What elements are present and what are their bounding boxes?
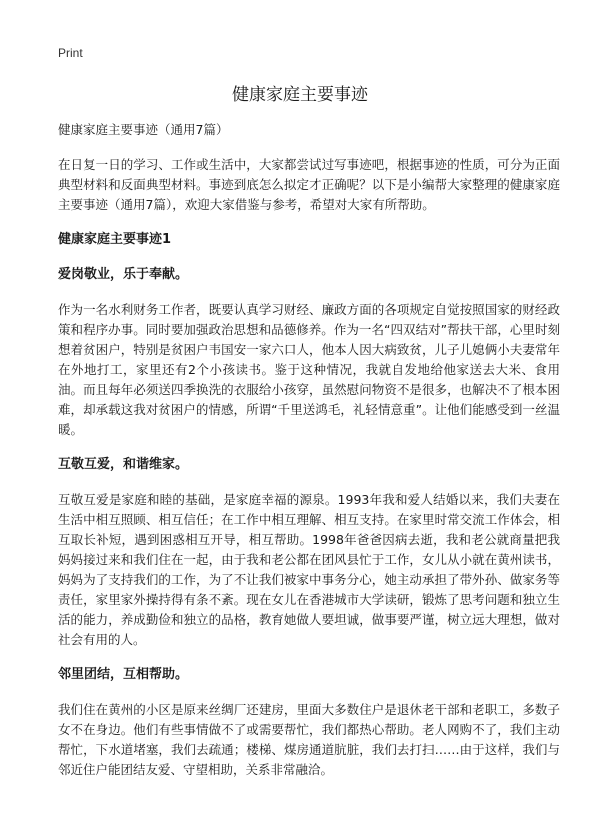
block-text-neighbors: 我们住在黄州的小区是原来丝绸厂还建房，里面大多数住户是退休老干部和老职工，多数子女不在身边。他们有些事情做不了或需要帮忙，我们都热心帮助。老人网购不了，我们主动帮忙，下水道堵塞，我们去疏通；楼梯、煤房通道肮脏，我们去打扫……由于这样，我们与邻近住户能团结友爱、守望相助，关系非常融洽。 xyxy=(58,702,560,777)
article-subtitle: 健康家庭主要事迹（通用7篇） xyxy=(58,122,229,137)
block-heading-dedication: 爱岗敬业，乐于奉献。 xyxy=(58,267,189,282)
block-heading-harmony: 互敬互爱，和谐维家。 xyxy=(58,457,189,472)
intro-paragraph: 在日复一日的学习、工作或生活中，大家都尝试过写事迹吧，根据事迹的性质，可分为正面典型材料和反面典型材料。事迹到底怎么拟定才正确呢？以下是小编帮大家整理的健康家庭主要事迹（通用7篇），欢迎大家借鉴与参考，希望对大家有所帮助。 xyxy=(58,157,560,212)
section-heading: 健康家庭主要事迹1 xyxy=(58,232,172,247)
block-text-dedication: 作为一名水利财务工作者，既要认真学习财经、廉政方面的各项规定自觉按照国家的财经政策和程序办事。同时要加强政治思想和品德修养。作为一名“四双结对”帮扶干部，心里时刻想着贫困户，特别是贫困户韦国安一家六口人，他本人因大病致贫，儿子儿媳俩小夫妻常年在外地打工，家里还有2个小孩读书。鉴于这种情况，我就自发地给他家送去大米、食用油。而且每年必须送四季换洗的衣服给小孩穿，虽然慰问物资不是很多，也解决不了根本困难，却承载这我对贫困户的情感，所谓“千里送鸿毛，礼轻情意重”。让他们能感受到一丝温暖。 xyxy=(58,302,560,437)
print-link[interactable]: Print xyxy=(58,46,83,60)
article-title: 健康家庭主要事迹 xyxy=(232,85,368,105)
block-text-harmony: 互敬互爱是家庭和睦的基础，是家庭幸福的源泉。1993年我和爱人结婚以来，我们夫妻在生活中相互照顾、相互信任；在工作中相互理解、相互支持。在家里时常交流工作体会，相互取长补短，遇到困惑相互开导，相互帮助。1998年爸爸因病去逝，我和老公就商量把我妈妈接过来和我们住在一起，由于我和老公都在团风县忙于工作，女儿从小就在黄州读书，妈妈为了支持我们的工作，为了不让我们被家中事务分心，她主动承担了带外孙、做家务等责任，家里家外操持得有条不紊。现在女儿在香港城市大学读研，锻炼了思考问题和独立生活的能力，养成勤俭和独立的品格，教育她做人要坦诚，做事要严谨，树立远大理想，做对社会有用的人。 xyxy=(58,492,560,647)
article-content xyxy=(58,120,560,795)
block-heading-neighbors: 邻里团结，互相帮助。 xyxy=(58,667,189,682)
